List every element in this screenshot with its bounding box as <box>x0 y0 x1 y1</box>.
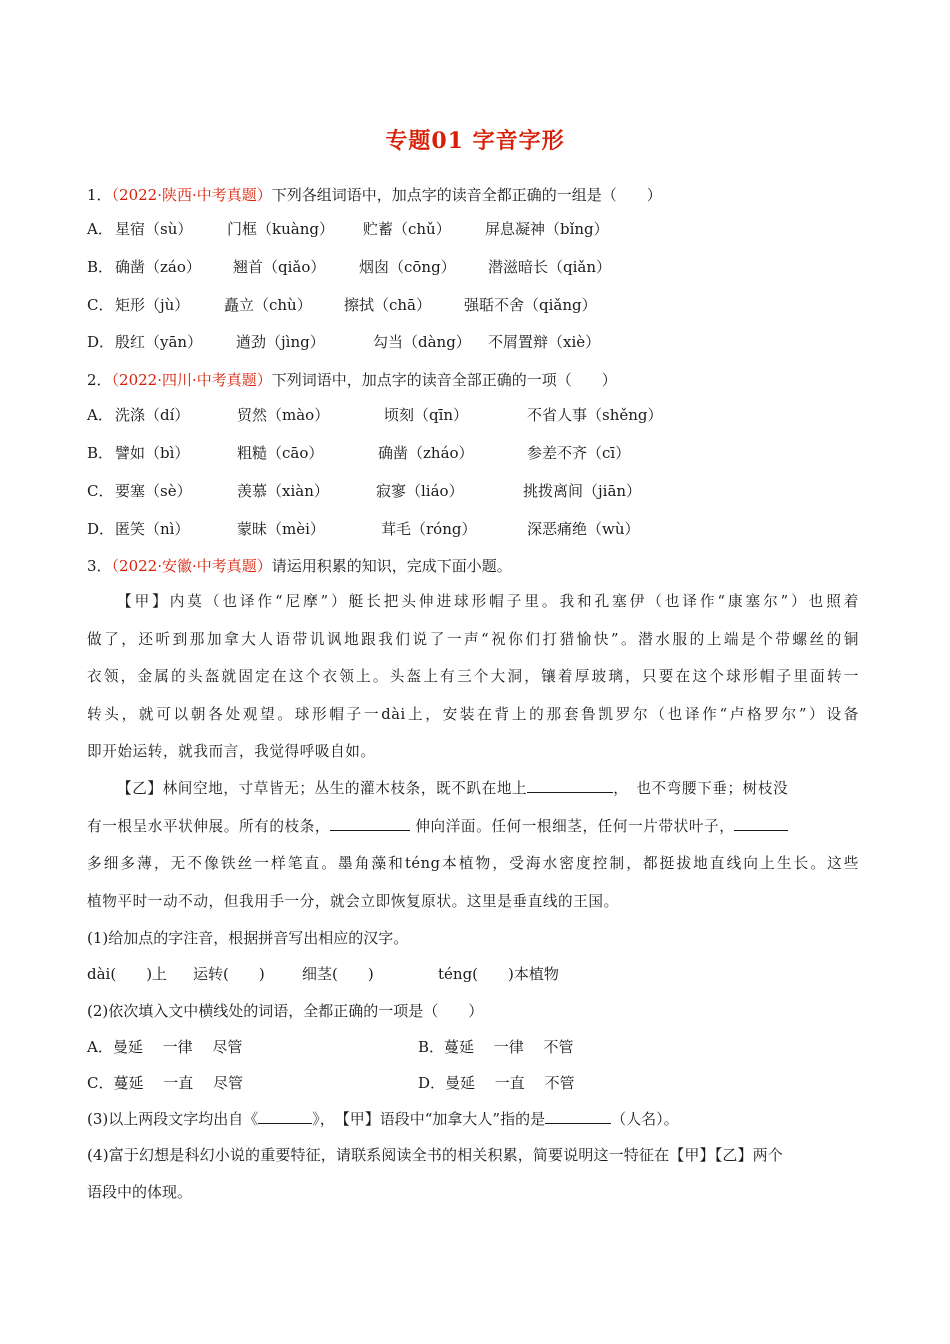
fill-blank[interactable] <box>545 1109 611 1124</box>
q2-option-d <box>87 518 877 540</box>
question-text: 下列各组词语中，加点字的读音全都正确的一组是（ ） <box>271 186 662 204</box>
question-text: 请运用积累的知识，完成下面小题。 <box>271 557 512 575</box>
option-label: A． <box>87 220 113 238</box>
question-text: (3)以上两段文字均出自《 <box>87 1110 259 1128</box>
option-item: 深恶痛绝（wù） <box>527 520 640 538</box>
choice-b[interactable]: B．蔓延 一律 不管 <box>418 1038 574 1056</box>
option-item: 遒劲（jìng） <box>236 333 325 351</box>
sub-question-2: (2)依次填入文中横线处的词语，全都正确的一项是（ ） <box>87 1002 484 1020</box>
passage-line: 多细多薄，无不像铁丝一样笔直。墨角藻和téng本植物，受海水密度控制，都挺拔地直线向上生长。这些 <box>87 855 859 872</box>
question-source: （2022·陕西·中考真题） <box>111 186 272 204</box>
passage-line: 衣领，金属的头盔就固定在这个衣领上。头盔上有三个大洞，镶着厚玻璃，只要在这个球形帽子里面转一 <box>87 668 859 685</box>
option-item: 殷红（yān） <box>115 333 203 351</box>
choice-a[interactable]: A．曼延 一律 尽管 <box>87 1038 243 1056</box>
option-item: 勾当（dàng） <box>373 333 471 351</box>
option-item: 参差不齐（cī） <box>527 444 631 462</box>
question-text: 下列词语中，加点字的读音全部正确的一项（ ） <box>271 371 617 389</box>
option-item: 寂寥（liáo） <box>376 482 464 500</box>
passage-text: 【乙】林间空地，寸草皆无；丛生的灌木枝条，既不趴在地上 <box>117 780 528 797</box>
option-item: 矗立（chù） <box>224 296 312 314</box>
passage-line: 即开始运转，就我而言，我觉得呼吸自如。 <box>87 743 376 760</box>
option-label: C． <box>87 482 114 500</box>
option-item: 洗涤（dí） <box>115 406 190 424</box>
pinyin-item: 运转( ) <box>193 965 265 983</box>
passage-jia <box>87 583 859 771</box>
passage-line: 转头，就可以朝各处观望。球形帽子一dài上，安装在背上的那套鲁凯罗尔（也译作“卢格罗尔”）设备 <box>87 705 859 723</box>
choice-d[interactable]: D．曼延 一直 不管 <box>418 1074 575 1092</box>
question-text: （人名）。 <box>611 1110 679 1128</box>
question-2-stem <box>87 370 617 390</box>
q2-option-a <box>87 404 877 426</box>
passage-line <box>87 770 859 808</box>
sub-question-3 <box>87 1109 679 1129</box>
fill-blank[interactable] <box>258 1109 312 1124</box>
passage-text: 有一根呈水平状伸展。所有的枝条， <box>87 817 331 835</box>
question-source: （2022·安徽·中考真题） <box>111 557 272 575</box>
q1-option-d <box>87 331 877 353</box>
sub-question-4-line: 语段中的体现。 <box>87 1183 193 1201</box>
option-item: 确凿（záo） <box>115 258 201 276</box>
q1-option-c <box>87 294 877 316</box>
passage-text: ， 也不弯腰下垂；树枝没 <box>613 780 789 797</box>
question-1-stem <box>87 185 662 205</box>
passage-yi <box>87 770 859 920</box>
option-item: 贸然（mào） <box>237 406 330 424</box>
option-label: D． <box>87 333 115 351</box>
question-number: 1． <box>87 186 112 204</box>
fill-blank[interactable] <box>527 778 613 793</box>
option-label: B． <box>87 258 114 276</box>
q1-option-a <box>87 218 877 240</box>
option-item: 顷刻（qīn） <box>384 406 469 424</box>
q1-option-b <box>87 256 877 278</box>
option-item: 要塞（sè） <box>115 482 192 500</box>
option-item: 羡慕（xiàn） <box>237 482 329 500</box>
option-item: 贮蓄（chǔ） <box>363 220 451 238</box>
option-item: 挑拨离间（jiān） <box>523 482 642 500</box>
question-text: 》， 【甲】语段中“加拿大人”指的是 <box>312 1110 546 1128</box>
option-item: 粗糙（cāo） <box>237 444 324 462</box>
option-item: 翘首（qiǎo） <box>233 258 326 276</box>
option-item: 譬如（bì） <box>115 444 190 462</box>
passage-line: 做了，还听到那加拿大人语带讥讽地跟我们说了一声“祝你们打猎愉快”。潜水服的上端是个带螺丝的铜 <box>87 630 859 648</box>
page-title: 专题01 字音字形 <box>385 128 565 154</box>
option-item: 匿笑（nì） <box>115 520 190 538</box>
option-item: 确凿（zháo） <box>378 444 474 462</box>
option-item: 蒙昧（mèi） <box>237 520 325 538</box>
option-label: D． <box>87 520 115 538</box>
passage-text: 伸向洋面。任何一根细茎，任何一片带状叶子， <box>410 817 735 835</box>
question-3-stem <box>87 556 512 576</box>
option-item: 强聒不舍（qiǎng） <box>464 296 597 314</box>
option-item: 星宿（sù） <box>115 220 193 238</box>
question-number: 2． <box>87 371 112 389</box>
option-item: 茸毛（róng） <box>381 520 477 538</box>
passage-line: 【甲】内莫（也译作“尼摩”）艇长把头伸进球形帽子里。我和孔塞伊（也译作“康塞尔”）也照着 <box>117 593 859 610</box>
passage-line <box>87 808 859 846</box>
option-label: B． <box>87 444 114 462</box>
passage-line: 植物平时一动不动，但我用手一分，就会立即恢复原状。这里是垂直线的王国。 <box>87 892 619 910</box>
option-item: 烟囱（cōng） <box>359 258 456 276</box>
pinyin-item: 细茎( ) <box>302 965 374 983</box>
fill-blank[interactable] <box>330 816 410 831</box>
pinyin-item: téng( )本植物 <box>438 965 559 983</box>
sub-question-4-line: (4)富于幻想是科幻小说的重要特征，请联系阅读全书的相关积累，简要说明这一特征在【甲】【乙】两个 <box>87 1146 783 1164</box>
question-source: （2022·四川·中考真题） <box>111 371 272 389</box>
fill-blank[interactable] <box>734 816 788 831</box>
option-item: 门框（kuàng） <box>227 220 334 238</box>
option-item: 屏息凝神（bǐng） <box>485 220 609 238</box>
option-label: A． <box>87 406 113 424</box>
choice-c[interactable]: C．蔓延 一直 尽管 <box>87 1074 244 1092</box>
question-number: 3． <box>87 557 112 575</box>
option-item: 不省人事（shěng） <box>527 406 663 424</box>
pinyin-item: dài( )上 <box>87 965 168 983</box>
option-item: 不屑置辩（xiè） <box>488 333 601 351</box>
sub-question-1: (1)给加点的字注音，根据拼音写出相应的汉字。 <box>87 929 409 947</box>
option-item: 矩形（jù） <box>115 296 190 314</box>
option-item: 潜滋暗长（qiǎn） <box>488 258 612 276</box>
q2-option-c <box>87 480 877 502</box>
option-label: C． <box>87 296 114 314</box>
option-item: 擦拭（chā） <box>344 296 432 314</box>
q2-option-b <box>87 442 877 464</box>
